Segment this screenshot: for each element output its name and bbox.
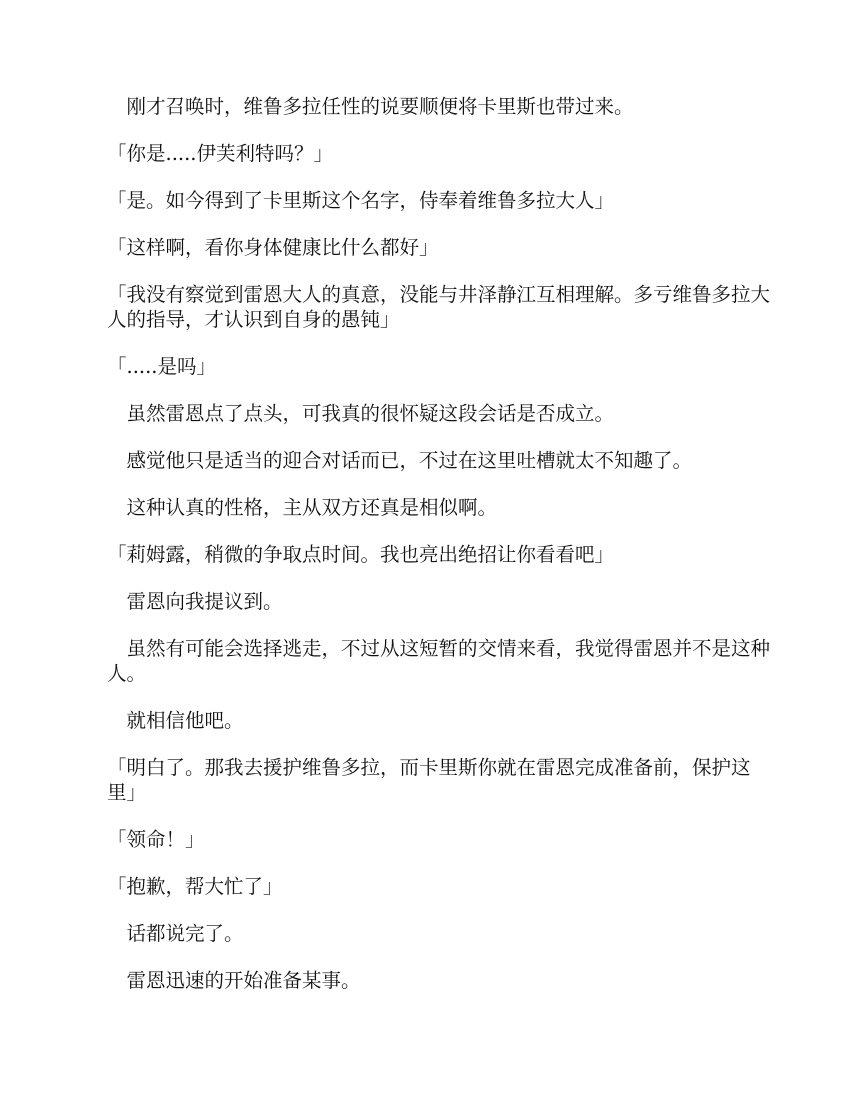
paragraph-narration: 这种认真的性格，主从双方还真是相似啊。 [126, 496, 498, 519]
paragraph-narration: 话都说完了。 [126, 922, 244, 945]
paragraph-dialogue: 「明白了。那我去援护维鲁多拉，而卡里斯你就在雷恩完成准备前，保护这里」 [107, 756, 751, 804]
paragraph-narration: 虽然雷恩点了点头，可我真的很怀疑这段会话是否成立。 [126, 402, 615, 425]
paragraph-dialogue: 「莉姆露，稍微的争取点时间。我也亮出绝招让你看看吧」 [107, 543, 615, 566]
paragraph-narration: 雷恩向我提议到。 [126, 590, 283, 613]
paragraph-dialogue: 「抱歉，帮大忙了」 [107, 875, 283, 898]
paragraph-dialogue: 「.....是吗」 [107, 355, 216, 378]
paragraph-dialogue: 「是。如今得到了卡里斯这个名字，侍奉着维鲁多拉大人」 [107, 189, 615, 212]
paragraph-narration: 刚才召唤时，维鲁多拉任性的说要顺便将卡里斯也带过来。 [126, 95, 634, 118]
paragraph-narration: 就相信他吧。 [126, 709, 244, 732]
paragraph-dialogue: 「这样啊，看你身体健康比什么都好」 [107, 236, 439, 259]
paragraph-dialogue: 「领命！」 [107, 828, 205, 851]
paragraph-dialogue: 「我没有察觉到雷恩大人的真意，没能与井泽静江互相理解。多亏维鲁多拉大人的指导，才认识到自身的愚钝」 [107, 283, 771, 331]
paragraph-narration: 雷恩迅速的开始准备某事。 [126, 969, 361, 992]
paragraph-narration: 虽然有可能会选择逃走，不过从这短暂的交情来看，我觉得雷恩并不是这种人。 [107, 637, 771, 685]
paragraph-narration: 感觉他只是适当的迎合对话而已，不过在这里吐槽就太不知趣了。 [126, 449, 693, 472]
paragraph-dialogue: 「你是.....伊芙利特吗？」 [107, 142, 333, 165]
